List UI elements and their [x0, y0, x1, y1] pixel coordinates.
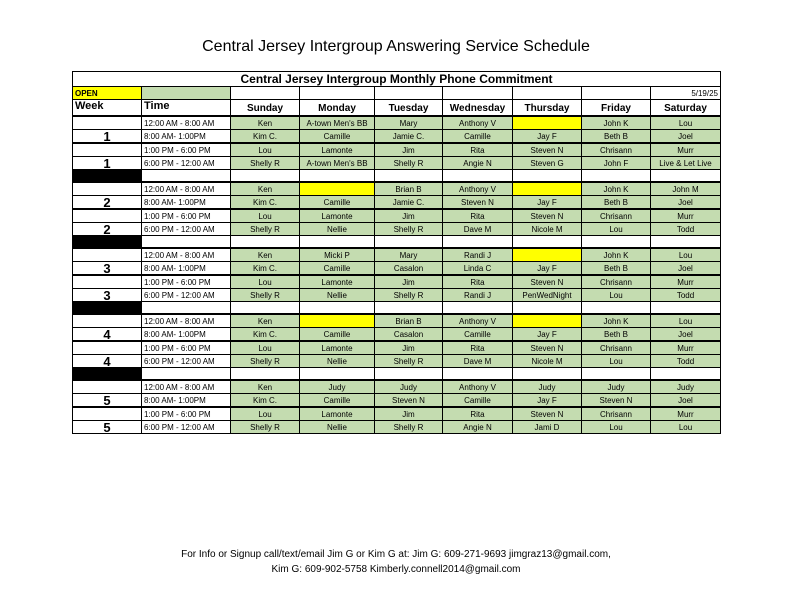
time-slot: 1:00 PM - 6:00 PM: [142, 341, 231, 355]
open-slot-thursday: [513, 116, 582, 130]
schedule-row: [73, 380, 721, 394]
time-slot: 6:00 PM - 12:00 AM: [142, 421, 231, 434]
separator-cell: [651, 302, 721, 315]
volunteer-cell-sunday: Ken: [231, 380, 300, 394]
separator-cell: [443, 368, 513, 381]
volunteer-cell-thursday: Nicole M: [513, 355, 582, 368]
open-legend: OPEN: [73, 87, 142, 100]
volunteer-cell-saturday: Joel: [651, 130, 721, 144]
volunteer-cell-thursday: Steven N: [513, 275, 582, 289]
contact-footer: [0, 547, 792, 577]
open-slot-thursday: [513, 182, 582, 196]
week-number: [73, 407, 142, 421]
footer-line-2: Kim G: 609-902-5758 Kimberly.connell2014@gmail.com: [271, 564, 521, 575]
week-number: [73, 275, 142, 289]
volunteer-cell-saturday: Murr: [651, 209, 721, 223]
volunteer-cell-friday: Lou: [582, 223, 651, 236]
time-slot: 1:00 PM - 6:00 PM: [142, 143, 231, 157]
volunteer-cell-monday: Lamonte: [300, 341, 375, 355]
volunteer-cell-friday: Chrisann: [582, 143, 651, 157]
schedule-row: [73, 248, 721, 262]
volunteer-cell-saturday: Lou: [651, 314, 721, 328]
volunteer-cell-tuesday: Brian B: [375, 182, 443, 196]
separator-cell: [651, 236, 721, 249]
volunteer-cell-friday: Chrisann: [582, 407, 651, 421]
volunteer-cell-sunday: Lou: [231, 209, 300, 223]
schedule-row: [73, 341, 721, 355]
volunteer-cell-sunday: Lou: [231, 341, 300, 355]
week-separator: [73, 368, 721, 381]
volunteer-cell-thursday: Jay F: [513, 130, 582, 144]
week-number: 1: [73, 130, 142, 144]
schedule-row: [73, 157, 721, 170]
volunteer-cell-monday: Camille: [300, 196, 375, 210]
time-slot: 1:00 PM - 6:00 PM: [142, 209, 231, 223]
separator-cell: [231, 302, 300, 315]
volunteer-cell-wednesday: Dave M: [443, 355, 513, 368]
volunteer-cell-saturday: Joel: [651, 394, 721, 408]
volunteer-cell-thursday: PenWedNight: [513, 289, 582, 302]
volunteer-cell-thursday: Jami D: [513, 421, 582, 434]
volunteer-cell-saturday: Joel: [651, 262, 721, 276]
week-number: [73, 248, 142, 262]
time-slot: 6:00 PM - 12:00 AM: [142, 289, 231, 302]
day-header-sunday: Sunday: [231, 100, 300, 117]
day-header-friday: Friday: [582, 100, 651, 117]
volunteer-cell-sunday: Shelly R: [231, 355, 300, 368]
separator-block: [73, 170, 142, 183]
separator-cell: [375, 368, 443, 381]
volunteer-cell-saturday: Todd: [651, 223, 721, 236]
separator-cell: [300, 368, 375, 381]
separator-block: [73, 302, 142, 315]
volunteer-cell-wednesday: Angie N: [443, 421, 513, 434]
volunteer-cell-wednesday: Rita: [443, 341, 513, 355]
separator-cell: [443, 302, 513, 315]
time-slot: 1:00 PM - 6:00 PM: [142, 407, 231, 421]
volunteer-cell-friday: Beth B: [582, 328, 651, 342]
separator-cell: [513, 368, 582, 381]
separator-block: [73, 368, 142, 381]
volunteer-cell-saturday: Todd: [651, 289, 721, 302]
volunteer-cell-tuesday: Jamie C.: [375, 130, 443, 144]
volunteer-cell-thursday: Steven N: [513, 209, 582, 223]
separator-cell: [582, 170, 651, 183]
volunteer-cell-thursday: Jay F: [513, 196, 582, 210]
separator-cell: [582, 302, 651, 315]
week-separator: [73, 236, 721, 249]
week-number: 1: [73, 157, 142, 170]
volunteer-cell-tuesday: Shelly R: [375, 223, 443, 236]
separator-cell: [375, 236, 443, 249]
separator-cell: [651, 170, 721, 183]
volunteer-cell-friday: John K: [582, 116, 651, 130]
week-number: 4: [73, 355, 142, 368]
schedule-row: [73, 196, 721, 210]
day-header-thursday: Thursday: [513, 100, 582, 117]
volunteer-cell-friday: Chrisann: [582, 341, 651, 355]
volunteer-cell-tuesday: Shelly R: [375, 289, 443, 302]
volunteer-cell-wednesday: Rita: [443, 407, 513, 421]
separator-block: [73, 236, 142, 249]
volunteer-cell-sunday: Kim C.: [231, 394, 300, 408]
day-header-monday: Monday: [300, 100, 375, 117]
week-header: Week: [73, 100, 142, 117]
volunteer-cell-sunday: Ken: [231, 314, 300, 328]
volunteer-cell-monday: Camille: [300, 328, 375, 342]
volunteer-cell-sunday: Kim C.: [231, 328, 300, 342]
volunteer-cell-wednesday: Steven N: [443, 196, 513, 210]
separator-cell: [142, 302, 231, 315]
separator-cell: [142, 170, 231, 183]
volunteer-cell-sunday: Shelly R: [231, 157, 300, 170]
volunteer-cell-saturday: John M: [651, 182, 721, 196]
volunteer-cell-sunday: Ken: [231, 116, 300, 130]
volunteer-cell-friday: John K: [582, 314, 651, 328]
week-number: [73, 182, 142, 196]
volunteer-cell-wednesday: Rita: [443, 275, 513, 289]
day-header-wednesday: Wednesday: [443, 100, 513, 117]
separator-cell: [142, 236, 231, 249]
volunteer-cell-saturday: Joel: [651, 196, 721, 210]
time-slot: 8:00 AM- 1:00PM: [142, 328, 231, 342]
volunteer-cell-monday: Camille: [300, 262, 375, 276]
volunteer-cell-tuesday: Shelly R: [375, 157, 443, 170]
volunteer-cell-sunday: Kim C.: [231, 262, 300, 276]
volunteer-cell-sunday: Ken: [231, 182, 300, 196]
week-number: [73, 341, 142, 355]
volunteer-cell-thursday: Nicole M: [513, 223, 582, 236]
volunteer-cell-tuesday: Mary: [375, 116, 443, 130]
week-separator: [73, 302, 721, 315]
volunteer-cell-saturday: Murr: [651, 143, 721, 157]
volunteer-cell-saturday: Murr: [651, 407, 721, 421]
time-slot: 6:00 PM - 12:00 AM: [142, 223, 231, 236]
volunteer-cell-friday: Lou: [582, 421, 651, 434]
schedule-date: 5/19/25: [651, 87, 721, 100]
time-slot: 12:00 AM - 8:00 AM: [142, 116, 231, 130]
volunteer-cell-monday: Lamonte: [300, 407, 375, 421]
schedule-row: [73, 116, 721, 130]
volunteer-cell-monday: A-town Men's BB: [300, 157, 375, 170]
separator-cell: [582, 368, 651, 381]
separator-cell: [300, 236, 375, 249]
separator-cell: [513, 236, 582, 249]
schedule-row: [73, 275, 721, 289]
schedule-row: [73, 314, 721, 328]
table-title: Central Jersey Intergroup Monthly Phone Commitment: [73, 72, 721, 87]
volunteer-cell-wednesday: Anthony V: [443, 314, 513, 328]
separator-cell: [443, 170, 513, 183]
week-number: 3: [73, 289, 142, 302]
volunteer-cell-thursday: Jay F: [513, 394, 582, 408]
week-number: 2: [73, 196, 142, 210]
volunteer-cell-friday: John F: [582, 157, 651, 170]
open-slot-thursday: [513, 314, 582, 328]
schedule-row: [73, 407, 721, 421]
volunteer-cell-saturday: Lou: [651, 116, 721, 130]
volunteer-cell-friday: Steven N: [582, 394, 651, 408]
week-number: [73, 143, 142, 157]
volunteer-cell-saturday: Todd: [651, 355, 721, 368]
volunteer-cell-sunday: Kim C.: [231, 130, 300, 144]
volunteer-cell-tuesday: Jim: [375, 275, 443, 289]
volunteer-cell-wednesday: Dave M: [443, 223, 513, 236]
volunteer-cell-tuesday: Brian B: [375, 314, 443, 328]
volunteer-cell-thursday: Steven N: [513, 407, 582, 421]
volunteer-cell-friday: Lou: [582, 355, 651, 368]
time-slot: 12:00 AM - 8:00 AM: [142, 380, 231, 394]
volunteer-cell-thursday: Judy: [513, 380, 582, 394]
schedule-row: [73, 289, 721, 302]
time-slot: 12:00 AM - 8:00 AM: [142, 314, 231, 328]
volunteer-cell-wednesday: Angie N: [443, 157, 513, 170]
volunteer-cell-thursday: Steven G: [513, 157, 582, 170]
volunteer-cell-monday: Lamonte: [300, 209, 375, 223]
volunteer-cell-tuesday: Shelly R: [375, 421, 443, 434]
volunteer-cell-saturday: Murr: [651, 341, 721, 355]
volunteer-cell-saturday: Lou: [651, 248, 721, 262]
week-number: [73, 116, 142, 130]
volunteer-cell-wednesday: Randi J: [443, 289, 513, 302]
volunteer-cell-saturday: Joel: [651, 328, 721, 342]
schedule-row: [73, 130, 721, 144]
time-slot: 8:00 AM- 1:00PM: [142, 394, 231, 408]
volunteer-cell-tuesday: Jim: [375, 209, 443, 223]
volunteer-cell-tuesday: Steven N: [375, 394, 443, 408]
week-number: 4: [73, 328, 142, 342]
volunteer-cell-saturday: Judy: [651, 380, 721, 394]
volunteer-cell-tuesday: Mary: [375, 248, 443, 262]
volunteer-cell-friday: Beth B: [582, 130, 651, 144]
time-slot: 8:00 AM- 1:00PM: [142, 262, 231, 276]
time-slot: 6:00 PM - 12:00 AM: [142, 157, 231, 170]
volunteer-cell-friday: Lou: [582, 289, 651, 302]
schedule-row: [73, 182, 721, 196]
volunteer-cell-wednesday: Camille: [443, 328, 513, 342]
volunteer-cell-tuesday: Casalon: [375, 328, 443, 342]
volunteer-cell-tuesday: Jim: [375, 143, 443, 157]
separator-cell: [231, 170, 300, 183]
time-slot: 1:00 PM - 6:00 PM: [142, 275, 231, 289]
volunteer-cell-monday: Micki P: [300, 248, 375, 262]
volunteer-cell-monday: Nellie: [300, 355, 375, 368]
volunteer-cell-friday: Judy: [582, 380, 651, 394]
separator-cell: [231, 236, 300, 249]
volunteer-cell-friday: Chrisann: [582, 209, 651, 223]
volunteer-cell-wednesday: Rita: [443, 209, 513, 223]
time-slot: 8:00 AM- 1:00PM: [142, 196, 231, 210]
volunteer-cell-friday: John K: [582, 248, 651, 262]
separator-cell: [231, 368, 300, 381]
volunteer-cell-saturday: Live & Let Live: [651, 157, 721, 170]
schedule-row: [73, 355, 721, 368]
volunteer-cell-tuesday: Judy: [375, 380, 443, 394]
separator-cell: [651, 368, 721, 381]
page-title: Central Jersey Intergroup Answering Service Schedule: [202, 38, 590, 55]
schedule-table: [72, 71, 721, 434]
volunteer-cell-sunday: Kim C.: [231, 196, 300, 210]
time-slot: 12:00 AM - 8:00 AM: [142, 182, 231, 196]
volunteer-cell-wednesday: Anthony V: [443, 182, 513, 196]
volunteer-cell-thursday: Steven N: [513, 143, 582, 157]
volunteer-cell-monday: Lamonte: [300, 275, 375, 289]
volunteer-cell-friday: Chrisann: [582, 275, 651, 289]
volunteer-cell-friday: John K: [582, 182, 651, 196]
volunteer-cell-wednesday: Anthony V: [443, 380, 513, 394]
schedule-row: [73, 328, 721, 342]
volunteer-cell-thursday: Jay F: [513, 262, 582, 276]
volunteer-cell-tuesday: Jamie C.: [375, 196, 443, 210]
volunteer-cell-monday: Judy: [300, 380, 375, 394]
volunteer-cell-monday: Nellie: [300, 421, 375, 434]
separator-cell: [142, 368, 231, 381]
schedule-row: [73, 262, 721, 276]
separator-cell: [443, 236, 513, 249]
separator-cell: [375, 302, 443, 315]
week-number: 3: [73, 262, 142, 276]
open-slot-thursday: [513, 248, 582, 262]
volunteer-cell-wednesday: Rita: [443, 143, 513, 157]
volunteer-cell-tuesday: Jim: [375, 407, 443, 421]
separator-cell: [300, 170, 375, 183]
volunteer-cell-wednesday: Randi J: [443, 248, 513, 262]
time-slot: 12:00 AM - 8:00 AM: [142, 248, 231, 262]
separator-cell: [513, 170, 582, 183]
volunteer-cell-monday: Camille: [300, 394, 375, 408]
schedule-row: [73, 394, 721, 408]
time-slot: 6:00 PM - 12:00 AM: [142, 355, 231, 368]
schedule-row: [73, 209, 721, 223]
separator-cell: [375, 170, 443, 183]
week-number: [73, 380, 142, 394]
week-number: 2: [73, 223, 142, 236]
separator-cell: [300, 302, 375, 315]
schedule-row: [73, 143, 721, 157]
week-separator: [73, 170, 721, 183]
volunteer-cell-sunday: Lou: [231, 407, 300, 421]
open-slot-monday: [300, 182, 375, 196]
volunteer-cell-tuesday: Jim: [375, 341, 443, 355]
separator-cell: [582, 236, 651, 249]
week-number: [73, 314, 142, 328]
volunteer-cell-friday: Beth B: [582, 262, 651, 276]
volunteer-cell-wednesday: Anthony V: [443, 116, 513, 130]
volunteer-cell-saturday: Lou: [651, 421, 721, 434]
volunteer-cell-monday: Lamonte: [300, 143, 375, 157]
separator-cell: [513, 302, 582, 315]
volunteer-cell-wednesday: Camille: [443, 130, 513, 144]
volunteer-cell-thursday: Jay F: [513, 328, 582, 342]
time-slot: 8:00 AM- 1:00PM: [142, 130, 231, 144]
volunteer-cell-sunday: Shelly R: [231, 289, 300, 302]
volunteer-cell-wednesday: Camille: [443, 394, 513, 408]
volunteer-cell-saturday: Murr: [651, 275, 721, 289]
volunteer-cell-monday: A-town Men's BB: [300, 116, 375, 130]
volunteer-cell-monday: Nellie: [300, 289, 375, 302]
volunteer-cell-sunday: Shelly R: [231, 421, 300, 434]
volunteer-cell-tuesday: Shelly R: [375, 355, 443, 368]
day-header-tuesday: Tuesday: [375, 100, 443, 117]
open-slot-monday: [300, 314, 375, 328]
day-header-saturday: Saturday: [651, 100, 721, 117]
week-number: [73, 209, 142, 223]
volunteer-cell-thursday: Steven N: [513, 341, 582, 355]
volunteer-cell-sunday: Ken: [231, 248, 300, 262]
volunteer-cell-sunday: Lou: [231, 143, 300, 157]
volunteer-cell-wednesday: Linda C: [443, 262, 513, 276]
week-number: 5: [73, 394, 142, 408]
volunteer-cell-monday: Nellie: [300, 223, 375, 236]
schedule-row: [73, 421, 721, 434]
week-number: 5: [73, 421, 142, 434]
green-legend: [142, 87, 231, 100]
volunteer-cell-friday: Beth B: [582, 196, 651, 210]
schedule-row: [73, 223, 721, 236]
volunteer-cell-tuesday: Casalon: [375, 262, 443, 276]
time-header: Time: [142, 100, 231, 117]
footer-line-1: For Info or Signup call/text/email Jim G or Kim G at: Jim G: 609-271-9693 jimgraz13@gmail.com,: [181, 549, 611, 560]
volunteer-cell-sunday: Shelly R: [231, 223, 300, 236]
volunteer-cell-monday: Camille: [300, 130, 375, 144]
volunteer-cell-sunday: Lou: [231, 275, 300, 289]
